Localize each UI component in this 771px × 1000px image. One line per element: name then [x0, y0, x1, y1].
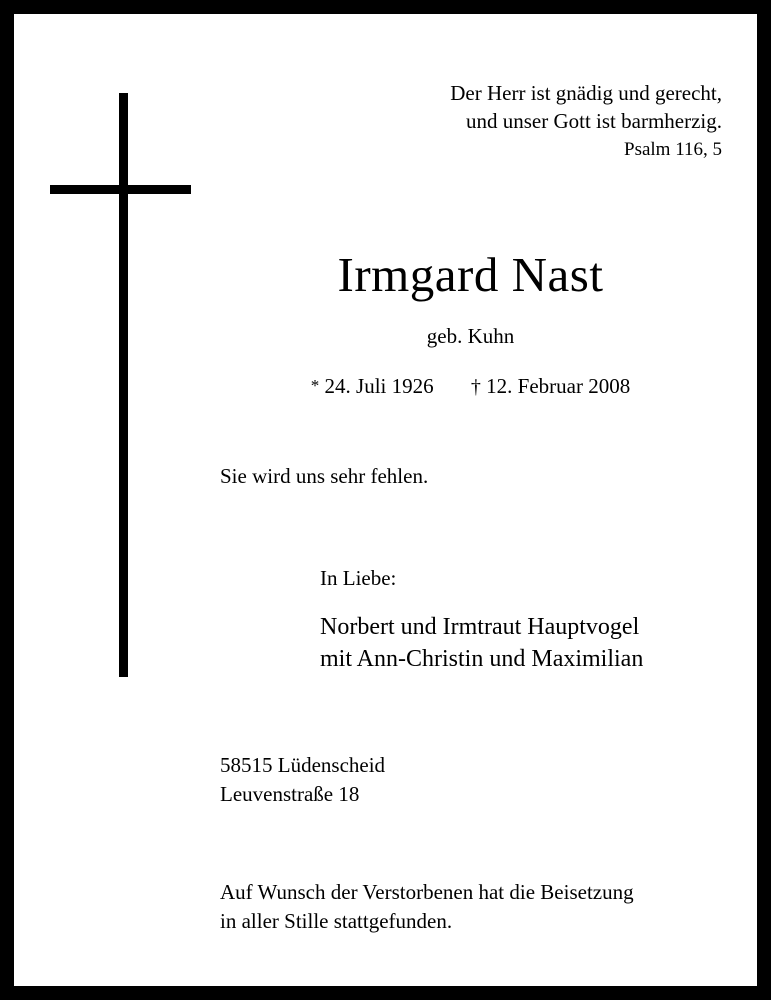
- mourners-line-2: mit Ann-Christin und Maximilian: [320, 645, 644, 672]
- mourners-list: [320, 612, 643, 676]
- deceased-maiden-name: geb. Kuhn: [426, 324, 515, 348]
- funeral-note-line-1: Auf Wunsch der Verstorbenen hat die Beisetzung: [220, 880, 634, 904]
- birth-date: 24. Juli 1926: [324, 374, 434, 398]
- life-dates: [219, 374, 722, 399]
- verse-line-2: und unser Gott ist barmherzig.: [465, 108, 722, 133]
- address-block: [220, 751, 385, 809]
- address-city: 58515 Lüdenscheid: [220, 753, 386, 777]
- verse-reference: Psalm 116, 5: [624, 139, 722, 161]
- mourners-line-1: Norbert und Irmtraut Hauptvogel: [320, 614, 640, 640]
- birth-star-icon: *: [310, 376, 320, 395]
- bible-verse: [450, 80, 722, 163]
- funeral-note-line-2: in aller Stille stattgefunden.: [220, 908, 453, 933]
- death-cross-icon: †: [470, 376, 481, 398]
- mourners-intro: In Liebe:: [320, 566, 397, 590]
- cross-vertical-bar: [119, 93, 128, 677]
- deceased-name: Irmgard Nast: [337, 247, 604, 302]
- obituary-notice: [14, 14, 757, 986]
- memorial-message: Sie wird uns sehr fehlen.: [220, 464, 429, 488]
- cross-horizontal-bar: [50, 185, 191, 194]
- death-date-group: [471, 374, 630, 398]
- christian-cross-icon: [14, 14, 234, 714]
- funeral-note: [220, 878, 634, 936]
- death-date: 12. Februar 2008: [486, 374, 631, 398]
- birth-date-group: [311, 374, 439, 398]
- address-street: Leuvenstraße 18: [220, 781, 360, 806]
- verse-line-1: Der Herr ist gnädig und gerecht,: [450, 81, 722, 105]
